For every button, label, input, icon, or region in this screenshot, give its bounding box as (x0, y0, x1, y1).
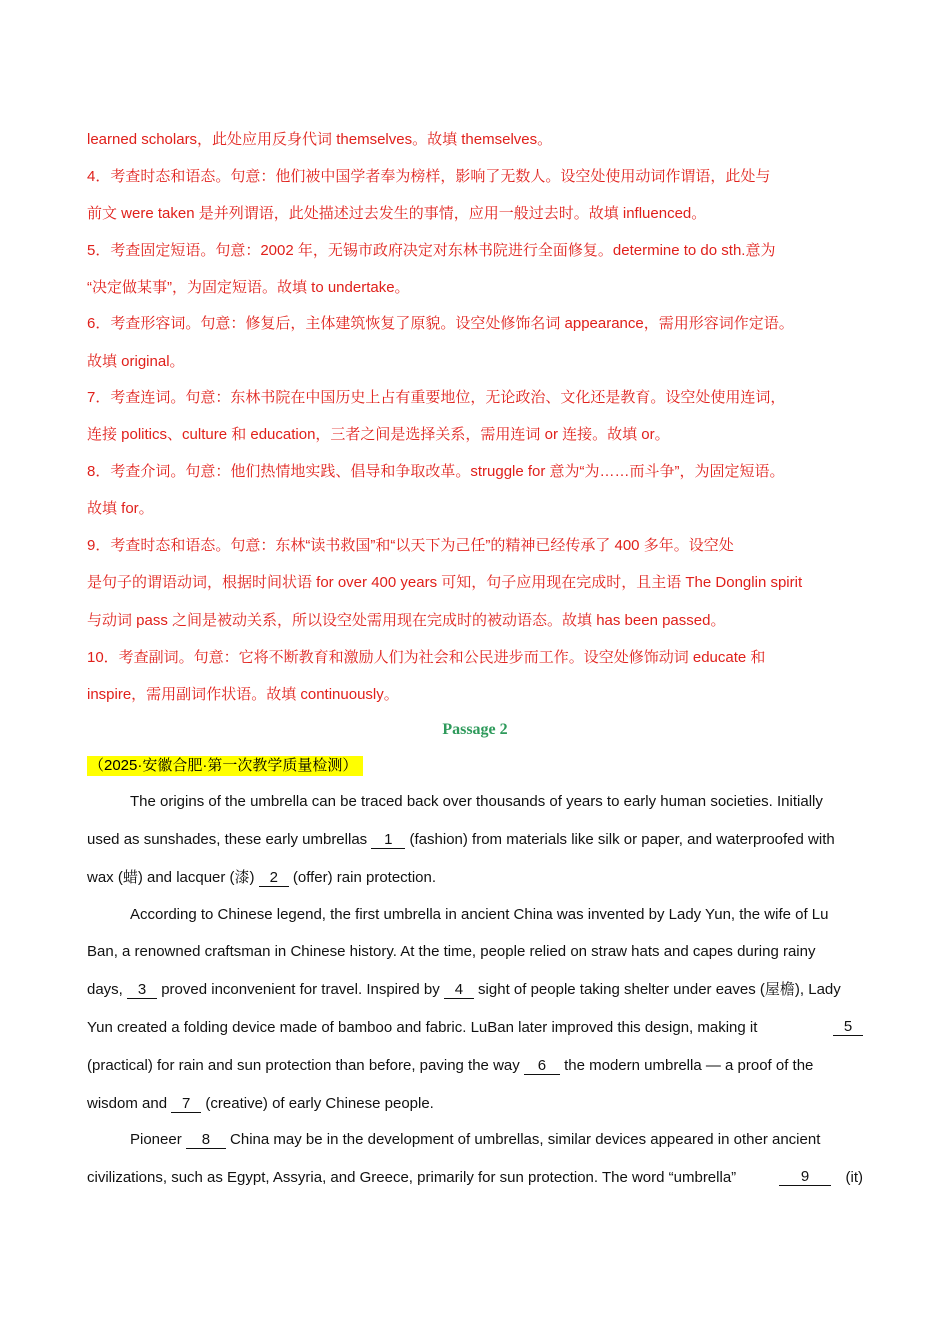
answer-line: 故填 for。 (87, 500, 154, 517)
blank-8[interactable]: 8 (186, 1131, 226, 1149)
text-span: Yun created a folding device made of bamboo and fabric. LuBan later improved this design, making it (87, 1019, 758, 1036)
passage-line (87, 830, 863, 850)
answer-line: 与动词 pass 之间是被动关系，所以设空处需用现在完成时的被动语态。故填 has been passed。 (87, 612, 726, 629)
blank-6[interactable]: 6 (524, 1057, 560, 1075)
passage-line (87, 1018, 863, 1038)
text-span: (it) (845, 1169, 863, 1186)
blank-1[interactable]: 1 (371, 831, 405, 849)
answer-line: 6．考查形容词。句意：修复后，主体建筑恢复了原貌。设空处修饰名词 appearance，需用形容词作定语。 (87, 315, 794, 332)
answer-line: 连接 politics、culture 和 education，三者之间是选择关系，需用连词 or 连接。故填 or。 (87, 426, 670, 443)
passage-line: Ban, a renowned craftsman in Chinese history. At the time, people relied on straw hats and capes during rainy (87, 943, 816, 960)
text-span: used as sunshades, these early umbrellas (87, 831, 368, 848)
answer-line: 9．考查时态和语态。句意：东林“读书救国”和“以天下为己任”的精神已经传承了 400 多年。设空处 (87, 537, 734, 554)
text-span: the modern umbrella — a proof of the (564, 1057, 814, 1074)
passage-line (87, 1056, 863, 1076)
answer-line: “决定做某事”，为固定短语。故填 to undertake。 (87, 279, 410, 296)
passage-title: Passage 2 (442, 721, 508, 738)
answer-line: 5．考查固定短语。句意：2002 年，无锡市政府决定对东林书院进行全面修复。determine to do sth.意为 (87, 242, 776, 259)
passage-line: The origins of the umbrella can be traced back over thousands of years to early human societies. Initially (130, 793, 823, 810)
passage-line: According to Chinese legend, the first umbrella in ancient China was invented by Lady Yun, the wife of Lu (130, 906, 829, 923)
answer-line: learned scholars，此处应用反身代词 themselves。故填 themselves。 (87, 131, 553, 148)
text-span: (practical) for rain and sun protection than before, paving the way (87, 1057, 520, 1074)
passage-line (87, 1094, 863, 1114)
answer-line: 7．考查连词。句意：东林书院在中国历史上占有重要地位，无论政治、文化还是教育。设空处使用连词， (87, 389, 786, 406)
text-span: civilizations, such as Egypt, Assyria, and Greece, primarily for sun protection. The word “umbrella” (87, 1169, 737, 1186)
passage-line (87, 868, 863, 888)
answer-line: 8．考查介词。句意：他们热情地实践、倡导和争取改革。struggle for 意为“为……而斗争”，为固定短语。 (87, 463, 785, 480)
answer-line: 4．考查时态和语态。句意：他们被中国学者奉为榜样，影响了无数人。设空处使用动词作谓语，此处与 (87, 168, 771, 185)
answer-line: 前文 were taken 是并列谓语，此处描述过去发生的事情，应用一般过去时。故填 influenced。 (87, 205, 707, 222)
answer-line: 是句子的谓语动词，根据时间状语 for over 400 years 可知，句子应用现在完成时，且主语 The Donglin spirit (87, 574, 803, 591)
text-span: wisdom and (87, 1095, 168, 1112)
text-span: days, (87, 981, 123, 998)
text-span: China may be in the development of umbrellas, similar devices appeared in other ancient (230, 1131, 821, 1148)
text-span: proved inconvenient for travel. Inspired by (161, 981, 440, 998)
blank-4[interactable]: 4 (444, 981, 474, 999)
passage-line (130, 1130, 863, 1150)
blank-2[interactable]: 2 (259, 869, 289, 887)
passage-line (87, 1168, 863, 1188)
text-span: Pioneer (130, 1131, 182, 1148)
text-span: (offer) rain protection. (292, 869, 437, 886)
text-span: sight of people taking shelter under eaves (屋檐), Lady (478, 981, 841, 998)
blank-5[interactable]: 5 (833, 1018, 863, 1036)
passage-line (87, 980, 863, 1000)
blank-3[interactable]: 3 (127, 981, 157, 999)
text-span: wax (蜡) and lacquer (漆) (87, 869, 255, 886)
blank-7[interactable]: 7 (171, 1095, 201, 1113)
answer-line: inspire，需用副词作状语。故填 continuously。 (87, 686, 399, 703)
blank-9[interactable]: 9 (779, 1168, 831, 1186)
text-span: (fashion) from materials like silk or paper, and waterproofed with (409, 831, 835, 848)
text-span: (creative) of early Chinese people. (205, 1095, 434, 1112)
answer-line: 10．考查副词。句意：它将不断教育和激励人们为社会和公民进步而工作。设空处修饰动词 educate 和 (87, 649, 766, 666)
answer-line: 故填 original。 (87, 353, 185, 370)
source-tag: （2025·安徽合肥·第一次教学质量检测） (87, 756, 363, 776)
